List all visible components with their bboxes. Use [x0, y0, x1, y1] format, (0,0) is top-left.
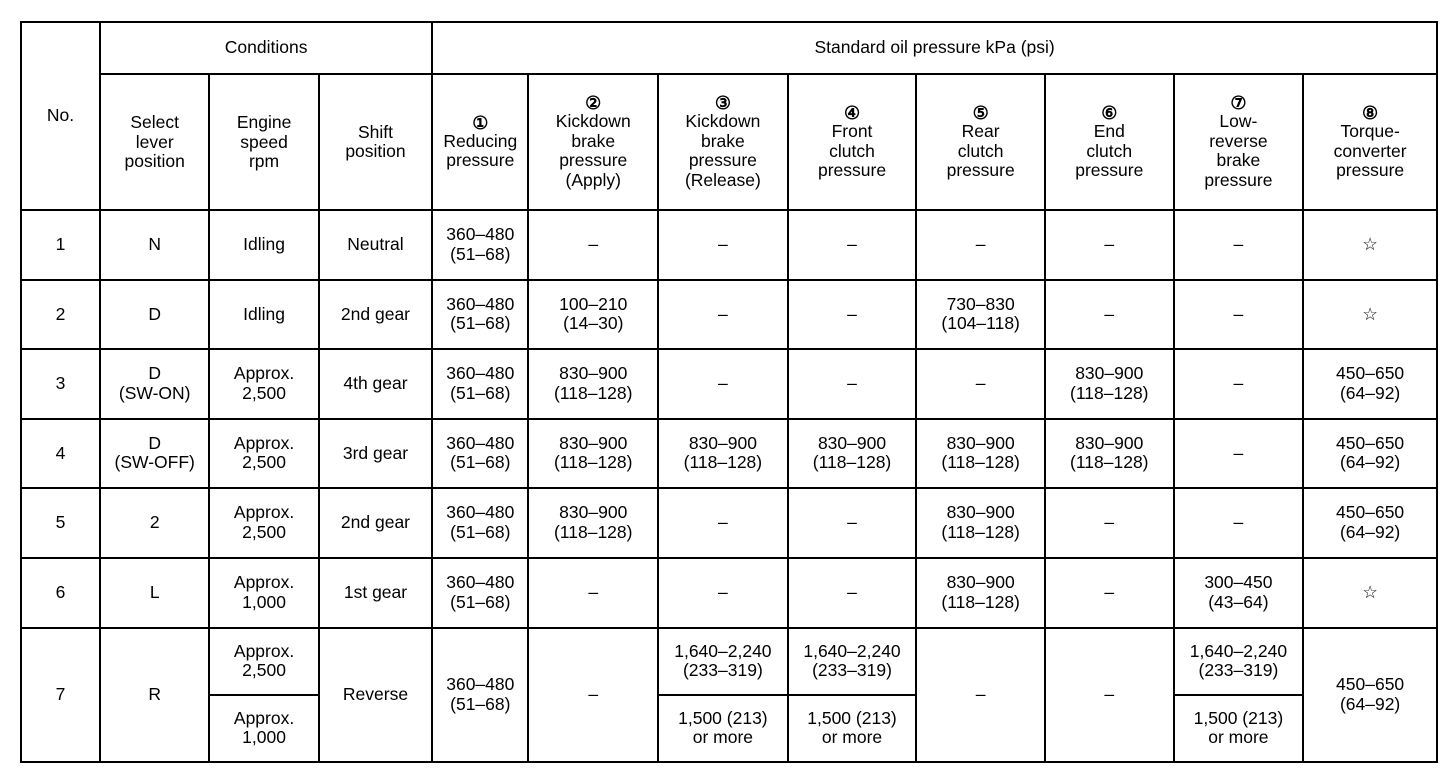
cell-torque-converter: 450–650 (64–92)	[1303, 488, 1437, 557]
cell-kickdown-release: –	[658, 349, 788, 418]
cell-low-reverse: –	[1174, 419, 1304, 488]
header-kickdown-apply	[528, 74, 658, 210]
cell-kickdown-apply: 830–900 (118–128)	[528, 419, 658, 488]
cell-reducing: 360–480 (51–68)	[432, 349, 528, 418]
cell-front-clutch: –	[788, 558, 917, 628]
circled-number-2: ②	[585, 93, 602, 114]
cell-end-clutch: 830–900 (118–128)	[1045, 349, 1174, 418]
table-row	[21, 349, 1437, 418]
cell-low-reverse-upper: 1,640–2,240 (233–319)	[1174, 628, 1304, 694]
header-kickdown-release	[658, 74, 788, 210]
cell-front-clutch: –	[788, 210, 917, 279]
table-row	[21, 628, 1437, 694]
cell-kickdown-apply: 100–210 (14–30)	[528, 280, 658, 349]
cell-rear-clutch: 730–830 (104–118)	[916, 280, 1045, 349]
cell-rear-clutch: –	[916, 210, 1045, 279]
cell-kickdown-release-lower: 1,500 (213) or more	[658, 695, 788, 763]
cell-front-clutch: –	[788, 280, 917, 349]
cell-low-reverse: –	[1174, 488, 1304, 557]
cell-no: 2	[21, 280, 100, 349]
cell-torque-converter: 450–650 (64–92)	[1303, 349, 1437, 418]
cell-end-clutch: –	[1045, 488, 1174, 557]
header-engine-speed: Engine speed rpm	[209, 74, 318, 210]
cell-shift: 3rd gear	[319, 419, 432, 488]
cell-torque-converter: 450–650 (64–92)	[1303, 419, 1437, 488]
header-front-clutch	[788, 74, 917, 210]
table-row	[21, 488, 1437, 557]
oil-pressure-table	[20, 21, 1438, 763]
circled-number-3: ③	[714, 93, 731, 114]
header-torque-converter	[1303, 74, 1437, 210]
cell-front-clutch-upper: 1,640–2,240 (233–319)	[788, 628, 917, 694]
cell-engine: Approx. 2,500	[209, 349, 318, 418]
circled-number-4: ④	[843, 102, 861, 123]
cell-engine: Approx. 2,500	[209, 419, 318, 488]
cell-no: 6	[21, 558, 100, 628]
circled-number-7: ⑦	[1230, 93, 1247, 114]
cell-kickdown-apply: 830–900 (118–128)	[528, 349, 658, 418]
header-standard-oil-pressure: Standard oil pressure kPa (psi)	[432, 22, 1437, 74]
header-label: Reducing pressure	[443, 130, 518, 171]
cell-shift: Neutral	[319, 210, 432, 279]
cell-select: D	[100, 280, 209, 349]
cell-no: 5	[21, 488, 100, 557]
cell-torque-converter: 450–650 (64–92)	[1303, 628, 1437, 762]
cell-shift: 2nd gear	[319, 488, 432, 557]
cell-torque-converter: ☆	[1303, 280, 1437, 349]
cell-rear-clutch: 830–900 (118–128)	[916, 558, 1045, 628]
cell-rear-clutch: –	[916, 349, 1045, 418]
cell-kickdown-release: –	[658, 488, 788, 557]
cell-kickdown-release-upper: 1,640–2,240 (233–319)	[658, 628, 788, 694]
table-row	[21, 695, 1437, 763]
table-row	[21, 280, 1437, 349]
circled-number-8: ⑧	[1362, 102, 1379, 123]
header-label: Rear clutch pressure	[946, 120, 1015, 181]
header-label: End clutch pressure	[1075, 120, 1144, 181]
cell-low-reverse: –	[1174, 349, 1304, 418]
circled-number-5: ⑤	[972, 102, 989, 123]
header-reducing-pressure	[432, 74, 528, 210]
header-label: Low- reverse brake pressure	[1204, 111, 1273, 190]
header-label: Front clutch pressure	[817, 120, 887, 181]
header-rear-clutch	[916, 74, 1045, 210]
table-row	[21, 419, 1437, 488]
cell-end-clutch: –	[1045, 558, 1174, 628]
cell-select: D (SW-ON)	[100, 349, 209, 418]
cell-select: R	[100, 628, 209, 762]
cell-reducing: 360–480 (51–68)	[432, 558, 528, 628]
header-low-reverse-brake	[1174, 74, 1304, 210]
cell-front-clutch-lower: 1,500 (213) or more	[788, 695, 917, 763]
cell-shift: 1st gear	[319, 558, 432, 628]
cell-engine-lower: Approx. 1,000	[209, 695, 318, 763]
cell-select: N	[100, 210, 209, 279]
header-label: Torque- converter pressure	[1333, 120, 1407, 181]
cell-end-clutch: –	[1045, 210, 1174, 279]
cell-reducing: 360–480 (51–68)	[432, 488, 528, 557]
cell-reducing: 360–480 (51–68)	[432, 628, 528, 762]
cell-engine-upper: Approx. 2,500	[209, 628, 318, 694]
cell-shift: 2nd gear	[319, 280, 432, 349]
cell-rear-clutch: 830–900 (118–128)	[916, 488, 1045, 557]
cell-engine: Approx. 1,000	[209, 558, 318, 628]
header-no: No.	[21, 22, 100, 210]
cell-rear-clutch: 830–900 (118–128)	[916, 419, 1045, 488]
header-select-lever: Select lever position	[100, 74, 209, 210]
cell-front-clutch: –	[788, 349, 917, 418]
cell-engine: Idling	[209, 210, 318, 279]
cell-low-reverse: –	[1174, 210, 1304, 279]
cell-kickdown-release: 830–900 (118–128)	[658, 419, 788, 488]
cell-no: 4	[21, 419, 100, 488]
cell-torque-converter: ☆	[1303, 210, 1437, 279]
cell-select: 2	[100, 488, 209, 557]
cell-end-clutch: –	[1045, 280, 1174, 349]
header-shift-position: Shift position	[319, 74, 432, 210]
header-label: Kickdown brake pressure (Release)	[684, 111, 761, 190]
header-end-clutch	[1045, 74, 1174, 210]
table-row	[21, 210, 1437, 279]
cell-reducing: 360–480 (51–68)	[432, 419, 528, 488]
cell-no: 7	[21, 628, 100, 762]
cell-kickdown-release: –	[658, 558, 788, 628]
cell-kickdown-apply: –	[528, 628, 658, 762]
cell-front-clutch: 830–900 (118–128)	[788, 419, 917, 488]
circled-number-1: ①	[472, 112, 489, 133]
cell-low-reverse-lower: 1,500 (213) or more	[1174, 695, 1304, 763]
header-label: Kickdown brake pressure (Apply)	[555, 111, 631, 190]
cell-kickdown-apply: –	[528, 210, 658, 279]
cell-kickdown-release: –	[658, 210, 788, 279]
cell-kickdown-apply: –	[528, 558, 658, 628]
cell-select: L	[100, 558, 209, 628]
cell-shift: Reverse	[319, 628, 432, 762]
cell-front-clutch: –	[788, 488, 917, 557]
cell-engine: Idling	[209, 280, 318, 349]
cell-reducing: 360–480 (51–68)	[432, 280, 528, 349]
cell-rear-clutch: –	[916, 628, 1045, 762]
cell-engine: Approx. 2,500	[209, 488, 318, 557]
cell-end-clutch: –	[1045, 628, 1174, 762]
cell-end-clutch: 830–900 (118–128)	[1045, 419, 1174, 488]
cell-torque-converter: ☆	[1303, 558, 1437, 628]
cell-reducing: 360–480 (51–68)	[432, 210, 528, 279]
header-conditions: Conditions	[100, 22, 432, 74]
cell-kickdown-apply: 830–900 (118–128)	[528, 488, 658, 557]
cell-low-reverse: 300–450 (43–64)	[1174, 558, 1304, 628]
cell-no: 1	[21, 210, 100, 279]
cell-kickdown-release: –	[658, 280, 788, 349]
circled-number-6: ⑥	[1101, 102, 1118, 123]
cell-low-reverse: –	[1174, 280, 1304, 349]
cell-shift: 4th gear	[319, 349, 432, 418]
cell-no: 3	[21, 349, 100, 418]
table-row	[21, 558, 1437, 628]
cell-select: D (SW-OFF)	[100, 419, 209, 488]
